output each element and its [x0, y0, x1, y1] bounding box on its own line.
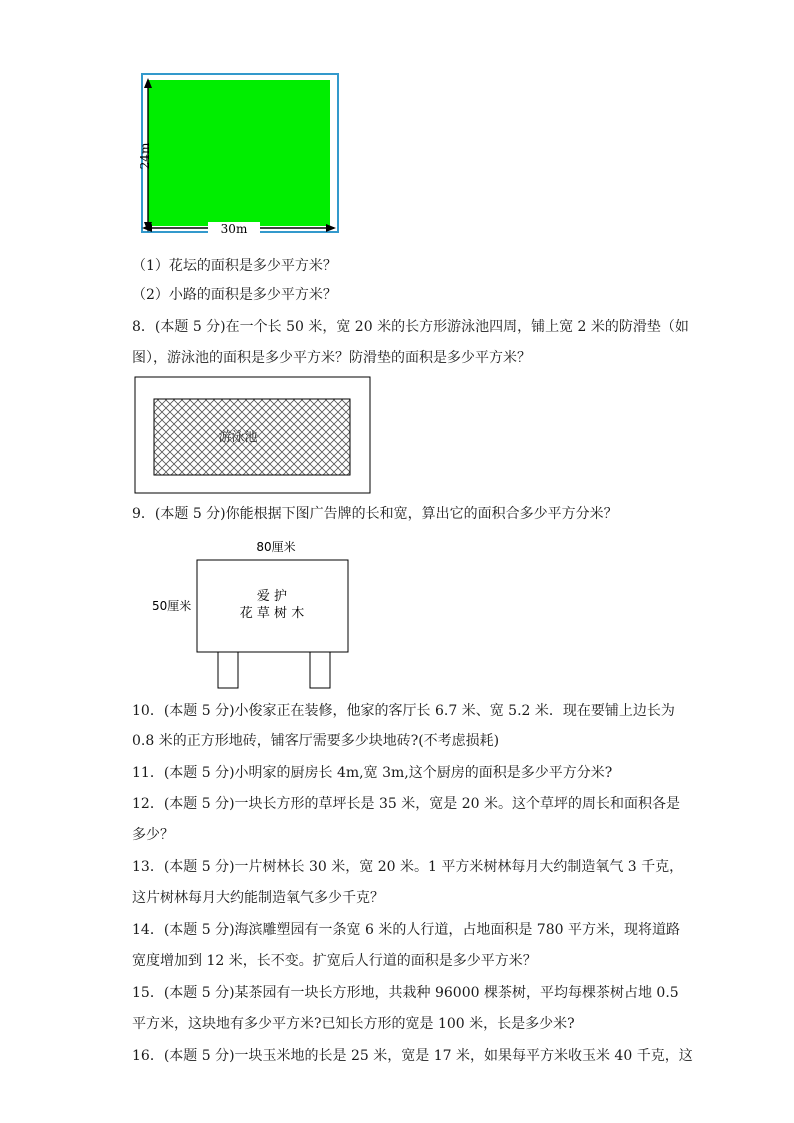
q15-line1: 15．(本题 5 分)某茶园有一块长方形地，共栽种 96000 棵茶树，平均每棵茶树占地 0.5: [132, 985, 679, 1001]
q12-line2: 多少？: [132, 827, 174, 843]
q13-line1: 13．(本题 5 分)一片树林长 30 米，宽 20 米。1 平方米树林每月大约制造氧气 3 千克，: [132, 859, 684, 875]
billboard-width-label: 80厘米: [256, 540, 296, 554]
height-label: 24m: [138, 142, 152, 170]
billboard-leg-right: [310, 652, 330, 688]
q14-line2: 宽度增加到 12 米，长不变。扩宽后人行道的面积是多少平方米？: [132, 953, 537, 969]
q12-line1: 12．(本题 5 分)一块长方形的草坪长是 35 米，宽是 20 米。这个草坪的周长和面积各是: [132, 796, 680, 812]
q10-line2: 0.8 米的正方形地砖，铺客厅需要多少块地砖?(不考虑损耗): [132, 733, 500, 749]
q8-line2: 图），游泳池的面积是多少平方米？防滑垫的面积是多少平方米？: [132, 350, 531, 366]
arrowhead-icon: [326, 224, 336, 232]
sign-text-line2: 花 草 树 木: [239, 606, 305, 621]
flower-bed-figure: [140, 72, 346, 236]
q7-sub2: （2）小路的面积是多少平方米？: [132, 287, 337, 303]
q13-line2: 这片树林每月大约能制造氧气多少千克？: [132, 890, 384, 906]
pool-label: 游泳池: [218, 430, 258, 445]
billboard-height-label: 50厘米: [152, 599, 192, 613]
billboard-leg-left: [218, 652, 238, 688]
q16-line1: 16．(本题 5 分)一块玉米地的长是 25 米，宽是 17 米，如果每平方米收玉米 40 千克，这: [132, 1048, 693, 1064]
q7-sub1: （1）花坛的面积是多少平方米？: [132, 258, 337, 274]
q10-line1: 10．(本题 5 分)小俊家正在装修，他家的客厅长 6.7 米、宽 5.2 米．现在要铺上边长为: [132, 703, 675, 719]
billboard-figure: [148, 534, 358, 694]
q15-line2: 平方米，这块地有多少平方米?已知长方形的宽是 100 米，长是多少米?: [132, 1016, 575, 1032]
q11-line1: 11．(本题 5 分)小明家的厨房长 4m,宽 3m,这个厨房的面积是多少平方分米?: [132, 765, 613, 781]
flower-bed-area: [148, 80, 330, 226]
sign-text-line1: 爱 护: [256, 589, 288, 604]
swimming-pool-figure: [134, 376, 372, 496]
q14-line1: 14．(本题 5 分)海滨雕塑园有一条宽 6 米的人行道，占地面积是 780 平方米，现将道路: [132, 922, 680, 938]
q9-line1: 9．(本题 5 分)你能根据下图广告牌的长和宽，算出它的面积合多少平方分米？: [132, 506, 618, 522]
q8-line1: 8．(本题 5 分)在一个长 50 米，宽 20 米的长方形游泳池四周，铺上宽 2 米的防滑垫（如: [132, 319, 689, 335]
width-label: 30m: [220, 222, 248, 236]
